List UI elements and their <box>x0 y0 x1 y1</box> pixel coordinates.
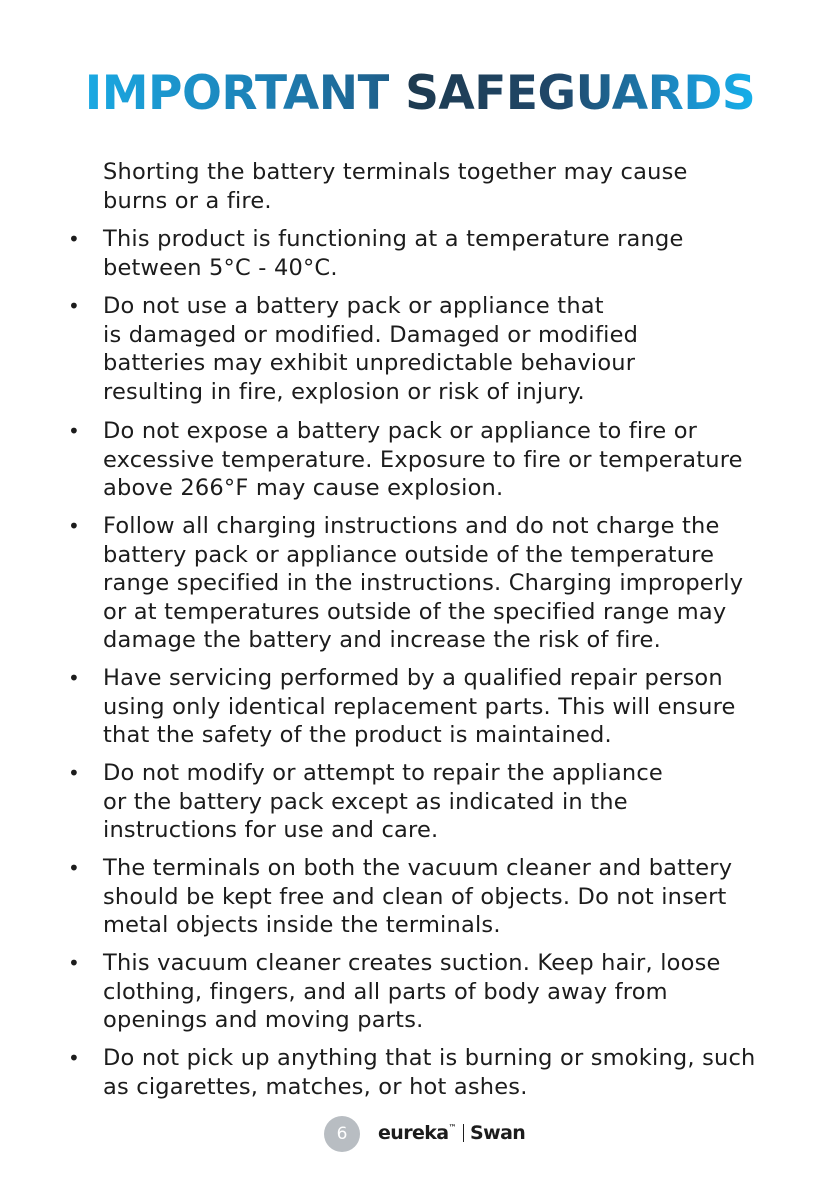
list-item-line: battery pack or appliance outside of the temperature <box>103 541 715 568</box>
list-item-line: or the battery pack except as indicated in the <box>103 788 628 815</box>
trademark-mark: ™ <box>448 1123 457 1132</box>
list-item <box>103 225 803 282</box>
list-item-line: should be kept free and clean of objects. Do not insert <box>103 883 727 910</box>
list-item-line: This vacuum cleaner creates suction. Keep hair, loose <box>103 950 721 976</box>
bullet-icon: • <box>68 856 80 880</box>
list-item-line: Do not expose a battery pack or appliance to fire or <box>103 418 698 444</box>
brand-eureka: eureka <box>378 1122 449 1144</box>
bullet-icon: • <box>68 227 80 251</box>
list-item-line: between 5°C - 40°C. <box>103 254 338 281</box>
list-item <box>103 292 803 406</box>
list-item-line: damage the battery and increase the risk of fire. <box>103 627 661 654</box>
list-item-line: Have servicing performed by a qualified repair person <box>103 665 723 691</box>
bullet-icon: • <box>68 666 80 690</box>
list-item <box>103 759 803 845</box>
list-item-line: The terminals on both the vacuum cleaner and battery <box>103 855 733 881</box>
list-item-line: Follow all charging instructions and do not charge the <box>103 513 720 539</box>
list-item <box>103 949 803 1035</box>
list-item-line: that the safety of the product is maintained. <box>103 722 612 749</box>
bullet-icon: • <box>68 514 80 538</box>
list-item-line: above 266°F may cause explosion. <box>103 475 504 502</box>
list-item-line: clothing, fingers, and all parts of body away from <box>103 978 668 1005</box>
title-word-important: IMPORTANT <box>84 66 390 121</box>
list-item-line: Do not use a battery pack or appliance that <box>103 293 604 319</box>
page-title <box>0 66 840 121</box>
list-item-line: This product is functioning at a temperature range <box>103 226 684 252</box>
list-item-line: instructions for use and care. <box>103 817 439 844</box>
list-item-line: as cigarettes, matches, or hot ashes. <box>103 1073 528 1100</box>
brand-swan: Swan <box>470 1122 526 1144</box>
list-item-line: metal objects inside the terminals. <box>103 912 501 939</box>
bullet-icon: • <box>68 761 80 785</box>
list-item-line: using only identical replacement parts. This will ensure <box>103 693 736 720</box>
title-word-safeguards: SAFEGUARDS <box>405 66 756 121</box>
brand-divider <box>463 1124 465 1142</box>
bullet-icon: • <box>68 294 80 318</box>
list-item-line: resulting in fire, explosion or risk of injury. <box>103 378 585 405</box>
page-number: 6 <box>324 1116 360 1152</box>
list-item-line: burns or a fire. <box>103 187 272 214</box>
bullet-icon: • <box>68 419 80 443</box>
bullet-icon: • <box>68 1046 80 1070</box>
list-item-line: Do not modify or attempt to repair the appliance <box>103 760 663 786</box>
list-item-line: range specified in the instructions. Charging improperly <box>103 570 744 597</box>
list-item-line: or at temperatures outside of the specified range may <box>103 598 727 625</box>
brand-logo <box>378 1122 525 1144</box>
list-item <box>103 1044 803 1101</box>
list-item <box>103 417 803 503</box>
list-item <box>103 158 803 215</box>
list-item-line: Shorting the battery terminals together may cause <box>103 159 688 185</box>
list-item-line: batteries may exhibit unpredictable behaviour <box>103 350 636 377</box>
page-footer <box>0 1116 840 1156</box>
list-item-line: Do not pick up anything that is burning or smoking, such <box>103 1045 756 1071</box>
bullet-icon: • <box>68 951 80 975</box>
list-item <box>103 512 803 655</box>
list-item <box>103 854 803 940</box>
list-item <box>103 664 803 750</box>
list-item-line: is damaged or modified. Damaged or modified <box>103 321 639 348</box>
list-item-line: openings and moving parts. <box>103 1007 424 1034</box>
list-item-line: excessive temperature. Exposure to fire or temperature <box>103 446 743 473</box>
